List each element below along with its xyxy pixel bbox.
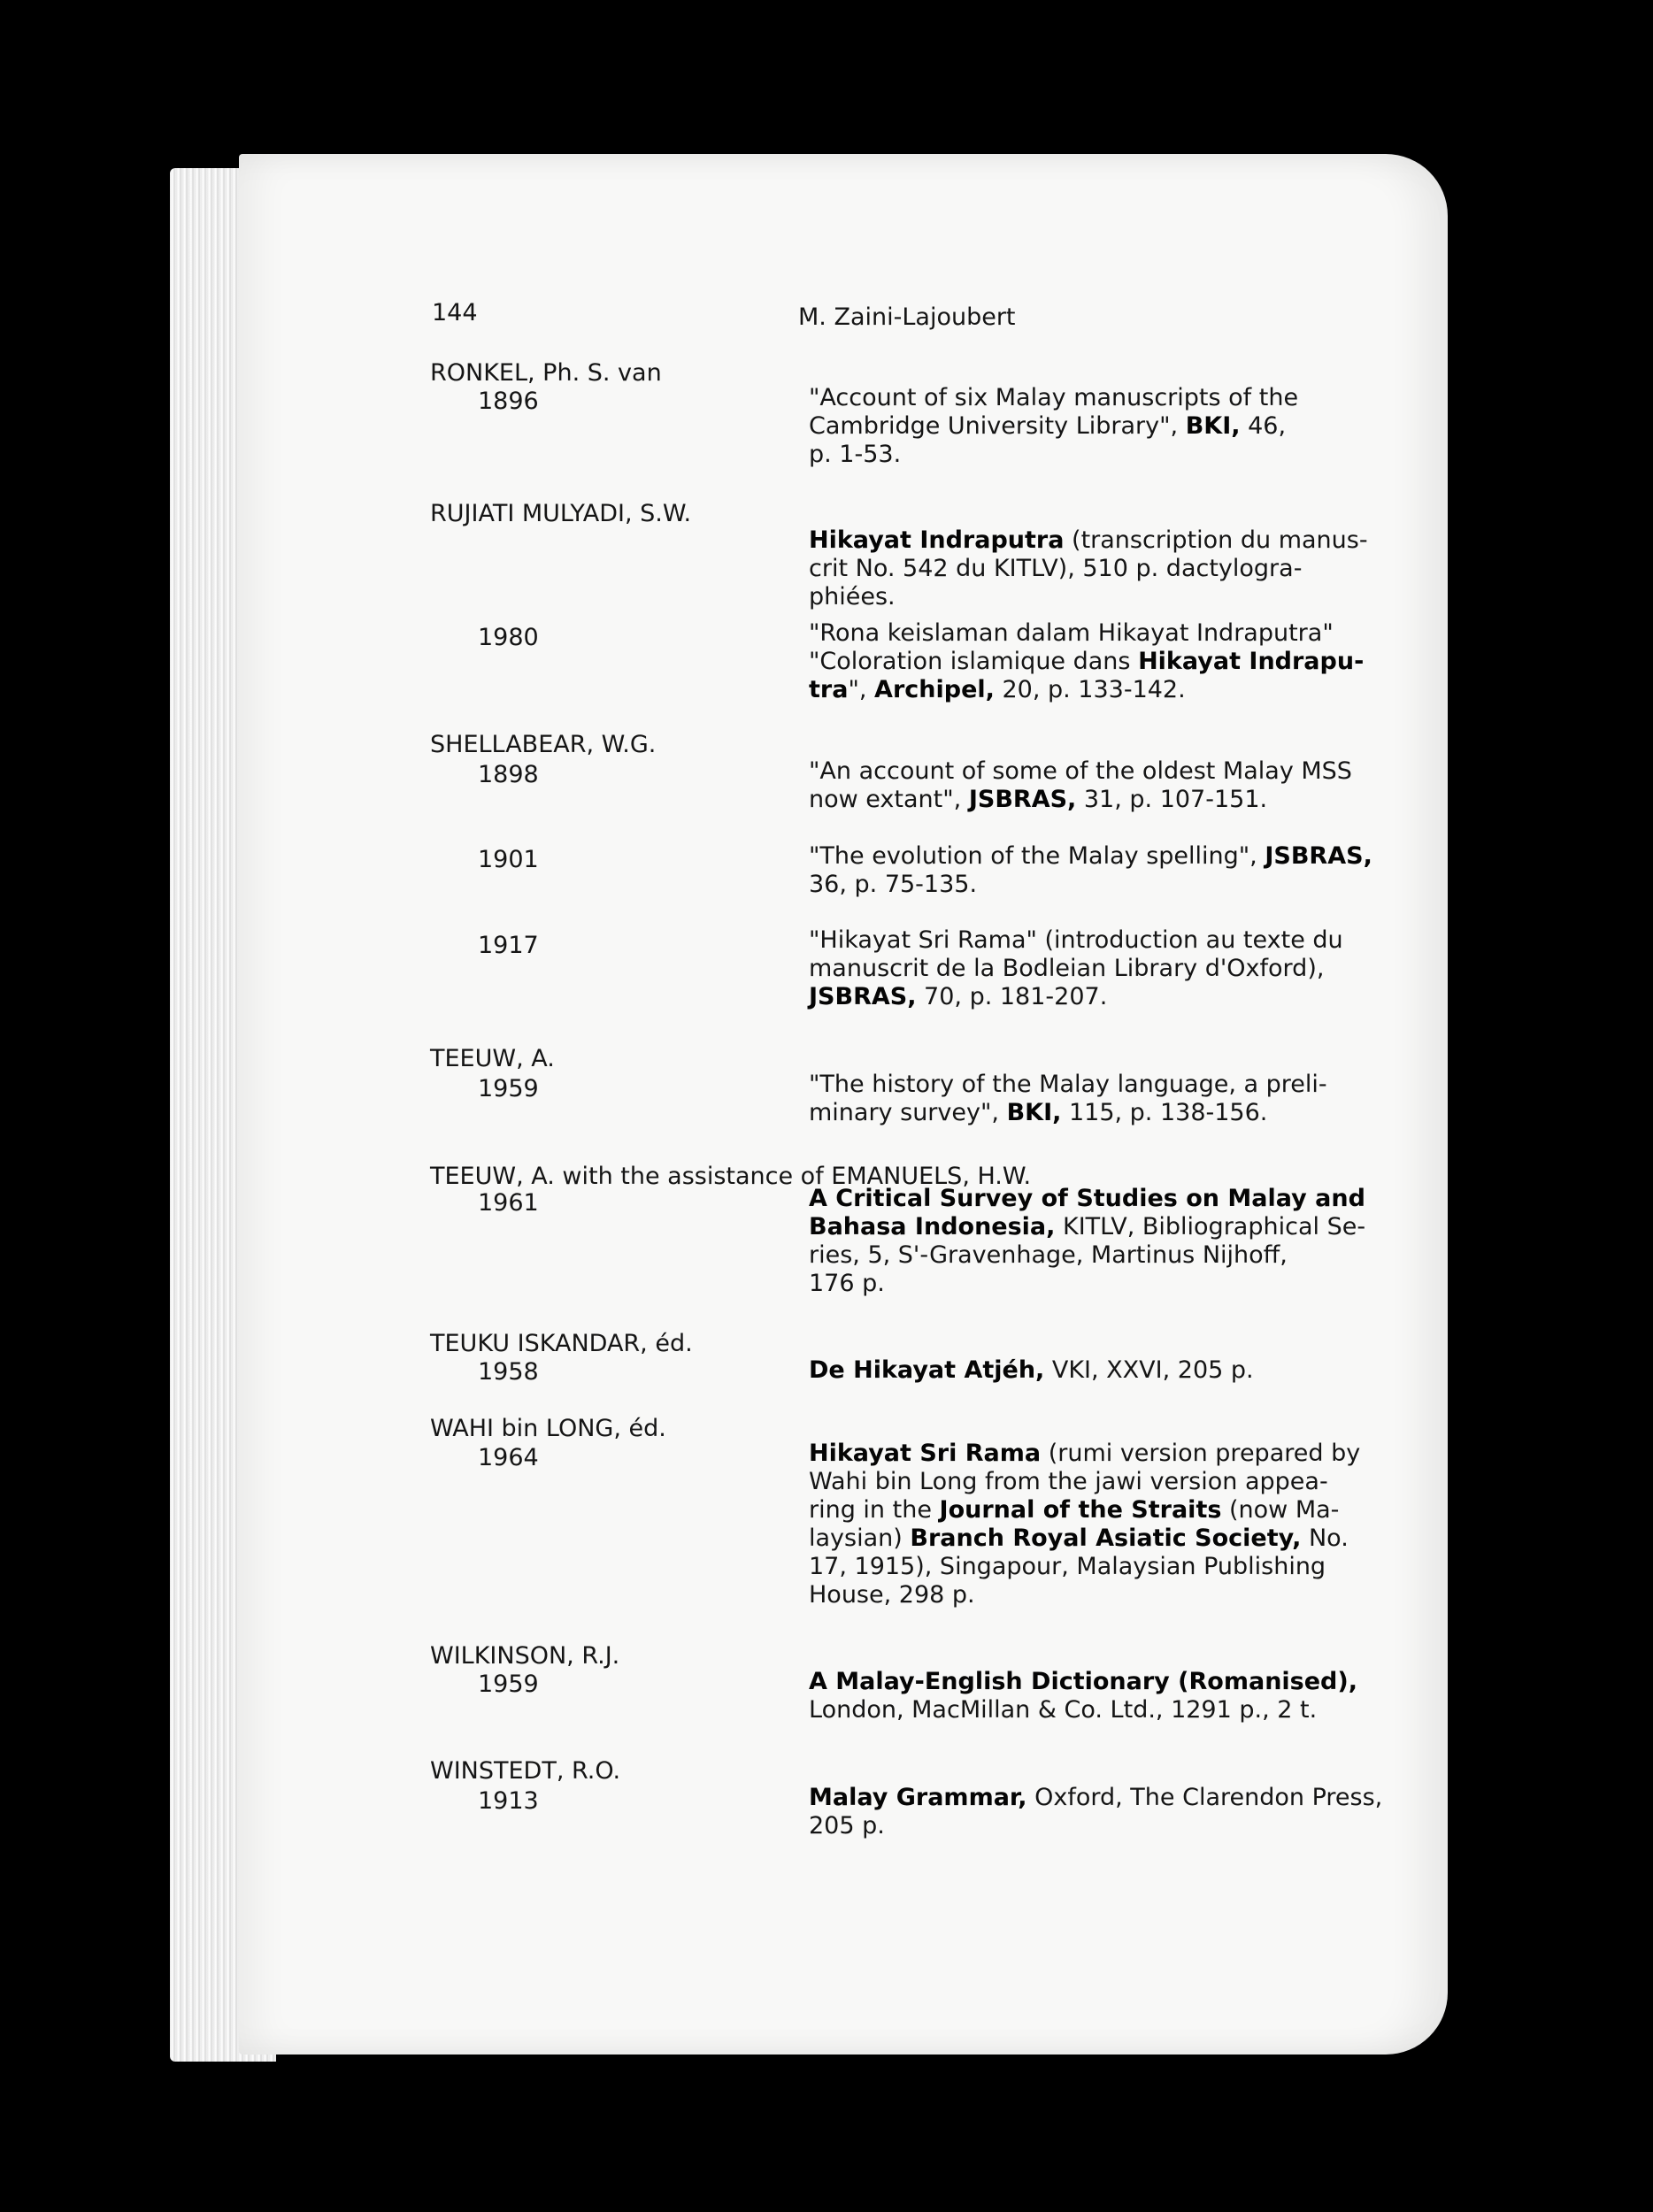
entry-text-segment: 20, p. 133-142. [994, 676, 1186, 703]
entry-title-segment: Bahasa Indonesia, [809, 1213, 1056, 1240]
entry-line [809, 619, 1334, 648]
entry-text-segment: "The evolution of the Malay spelling", [809, 842, 1265, 870]
entry-year: 1959 [478, 1075, 539, 1102]
entry-line [809, 955, 1324, 983]
entry-line [809, 1668, 1357, 1696]
entry-line [809, 757, 1352, 786]
entry-text-segment: No. [1301, 1525, 1349, 1552]
entry-title-segment: Journal of the Straits [939, 1496, 1222, 1524]
entry-title-segment: JSBRAS, [1265, 842, 1372, 870]
entry-line [809, 926, 1343, 955]
entry-text-segment: manuscrit de la Bodleian Library d'Oxford), [809, 955, 1325, 982]
entry-line [809, 1553, 1326, 1581]
entry-line [809, 983, 1107, 1011]
entry-line [809, 1071, 1327, 1099]
entry-line [809, 1099, 1267, 1127]
entry-author: WILKINSON, R.J. [430, 1642, 620, 1670]
entry-text-segment: (transcription du manus- [1064, 526, 1368, 554]
entry-text-segment: "The history of the Malay language, a preli- [809, 1071, 1327, 1098]
entry-text-segment: 31, p. 107-151. [1076, 786, 1268, 813]
entry-year: 1958 [478, 1358, 539, 1386]
entry-title-segment: JSBRAS, [968, 786, 1077, 813]
entry-author: SHELLABEAR, W.G. [430, 731, 657, 758]
entry-line [809, 384, 1298, 412]
entry-text-segment: minary survey", [809, 1099, 1007, 1126]
entry-text-segment: 17, 1915), Singapour, Malaysian Publishing [809, 1553, 1326, 1580]
entry-text-segment: "Hikayat Sri Rama" (introduction au texte du [809, 926, 1343, 954]
entry-text-segment: KITLV, Bibliographical Se- [1055, 1213, 1366, 1240]
entry-text-segment: "An account of some of the oldest Malay MSS [809, 757, 1352, 785]
entry-title-segment: Hikayat Sri Rama [809, 1440, 1042, 1467]
entry-text-segment: 70, p. 181-207. [916, 983, 1108, 1010]
entry-text-segment: London, MacMillan & Co. Ltd., 1291 p., 2 t. [809, 1696, 1318, 1724]
entry-text-segment: ries, 5, S'-Gravenhage, Martinus Nijhoff, [809, 1241, 1288, 1269]
entry-title-segment: Archipel, [874, 676, 995, 703]
entry-line [809, 1270, 885, 1298]
entry-line [809, 1185, 1365, 1213]
entry-author: WAHI bin LONG, éd. [430, 1415, 666, 1442]
entry-line [809, 1581, 975, 1609]
entry-text-segment: "Coloration islamique dans [809, 648, 1139, 675]
entry-author: WINSTEDT, R.O. [430, 1757, 621, 1785]
entry-line [809, 648, 1364, 676]
entry-text-segment: 205 p. [809, 1812, 885, 1839]
entry-title-segment: JSBRAS, [809, 983, 917, 1010]
entry-line [809, 871, 977, 899]
entry-text-segment: crit No. 542 du KITLV), 510 p. dactylogra- [809, 555, 1303, 582]
entry-title-segment: Malay Grammar, [809, 1784, 1027, 1811]
entry-text-segment: 115, p. 138-156. [1061, 1099, 1268, 1126]
entry-text-segment: ring in the [809, 1496, 940, 1524]
entry-text-segment: "Rona keislaman dalam Hikayat Indraputra" [809, 619, 1334, 647]
entry-year: 1917 [478, 932, 539, 959]
entry-text-segment: 176 p. [809, 1270, 885, 1297]
entry-line [809, 555, 1302, 583]
entry-title-segment: BKI, [1185, 412, 1241, 440]
entry-year: 1964 [478, 1444, 539, 1471]
entry-text-segment: laysian) [809, 1525, 911, 1552]
entry-line [809, 1440, 1360, 1468]
page-number: 144 [432, 299, 478, 326]
entry-author: RONKEL, Ph. S. van [430, 359, 662, 387]
entry-title-segment: Branch Royal Asiatic Society, [910, 1525, 1302, 1552]
entry-year: 1961 [478, 1189, 539, 1217]
entry-title-segment: Hikayat Indrapu- [1138, 648, 1365, 675]
running-title: M. Zaini-Lajoubert [798, 303, 1016, 331]
entry-year: 1896 [478, 388, 539, 415]
entry-line [809, 676, 1186, 704]
entry-text-segment: (rumi version prepared by [1041, 1440, 1361, 1467]
entry-line [809, 583, 896, 611]
entry-year: 1959 [478, 1671, 539, 1698]
entry-year: 1898 [478, 761, 539, 788]
entry-text-segment: VKI, XXVI, 205 p. [1044, 1356, 1254, 1384]
entry-text-segment: Oxford, The Clarendon Press, [1026, 1784, 1383, 1811]
entry-text-segment: now extant", [809, 786, 969, 813]
entry-title-segment: De Hikayat Atjéh, [809, 1356, 1045, 1384]
entry-text-segment: ", [848, 676, 875, 703]
entry-line [809, 1696, 1317, 1724]
entry-title-segment: A Malay-English Dictionary (Romanised), [809, 1668, 1357, 1695]
entry-text-segment: House, 298 p. [809, 1581, 975, 1609]
entry-text-segment: 36, p. 75-135. [809, 871, 978, 898]
entry-text-segment: "Account of six Malay manuscripts of the [809, 384, 1299, 411]
entry-text-segment: Cambridge University Library", [809, 412, 1186, 440]
entry-title-segment: Hikayat Indraputra [809, 526, 1065, 554]
entry-title-segment: tra [809, 676, 849, 703]
entry-text-segment: p. 1-53. [809, 441, 902, 468]
entry-text-segment: (now Ma- [1221, 1496, 1340, 1524]
entry-line [809, 1356, 1254, 1385]
entry-year: 1913 [478, 1787, 539, 1815]
entry-line [809, 1812, 885, 1840]
entry-line [809, 1784, 1382, 1812]
entry-line [809, 1213, 1365, 1241]
entry-author: TEEUW, A. with the assistance of EMANUELS, H.W. [430, 1163, 1032, 1190]
entry-title-segment: BKI, [1006, 1099, 1062, 1126]
entry-line [809, 842, 1372, 871]
entry-author: RUJIATI MULYADI, S.W. [430, 500, 692, 527]
entry-text-segment: Wahi bin Long from the jawi version appea- [809, 1468, 1328, 1495]
entry-year: 1980 [478, 624, 539, 651]
entry-year: 1901 [478, 846, 539, 873]
entry-line [809, 1525, 1349, 1553]
entry-line [809, 441, 901, 469]
entry-text-segment: phiées. [809, 583, 896, 611]
entry-line [809, 786, 1267, 814]
entry-title-segment: A Critical Survey of Studies on Malay and [809, 1185, 1365, 1212]
entry-text-segment: 46, [1240, 412, 1287, 440]
entry-line [809, 526, 1368, 555]
entry-author: TEUKU ISKANDAR, éd. [430, 1330, 693, 1357]
entry-line [809, 1496, 1339, 1525]
entry-author: TEEUW, A. [430, 1045, 555, 1072]
entry-line [809, 412, 1286, 441]
entry-line [809, 1468, 1328, 1496]
entry-line [809, 1241, 1288, 1270]
